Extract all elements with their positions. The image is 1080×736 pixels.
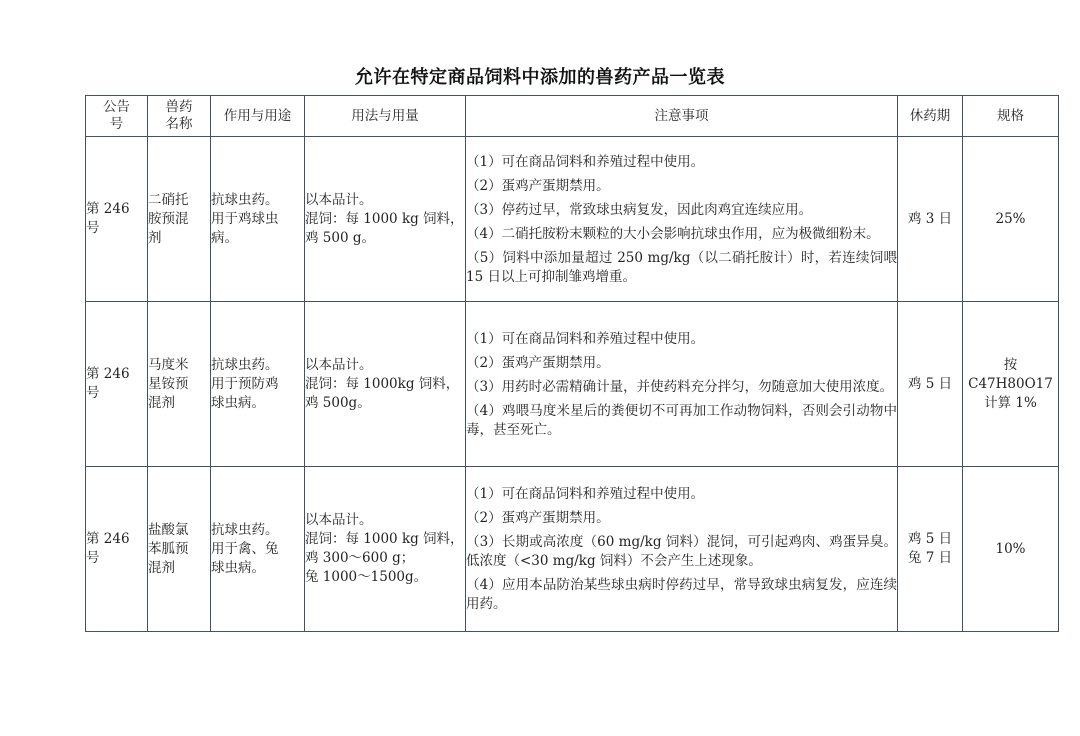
table-row [86, 302, 1059, 467]
drug-name-cell: 二硝托 胺预混 剂 [148, 137, 211, 302]
note-item: （5）饲料中添加量超过 250 mg/kg（以二硝托胺计）时，若连续饲喂 15 日以上可抑制雏鸡增重。 [466, 249, 897, 285]
dosage-cell: 以本品计。 混饲：每 1000 kg 饲料， 鸡 500 g。 [305, 137, 466, 302]
note-item: （2）蛋鸡产蛋期禁用。 [466, 510, 610, 526]
announcement-cell: 第 246 号 [86, 467, 148, 632]
notes-cell [466, 302, 898, 467]
note-item: （3）长期或高浓度（60 mg/kg 饲料）混饲，可引起鸡肉、鸡蛋异臭。低浓度（<30 mg/kg 饲料）不会产生上述现象。 [466, 534, 897, 569]
spec-cell: 25% [963, 137, 1059, 302]
note-item: （4）二硝托胺粉末颗粒的大小会影响抗球虫作用，应为极微细粉末。 [466, 225, 880, 242]
withdrawal-cell: 鸡 3 日 [898, 137, 963, 302]
announcement-cell: 第 246 号 [86, 302, 148, 467]
use-cell: 抗球虫药。 用于鸡球虫 病。 [211, 137, 305, 302]
page-title: 允许在特定商品饲料中添加的兽药产品一览表 [355, 67, 725, 88]
withdrawal-cell: 鸡 5 日 兔 7 日 [898, 467, 963, 632]
note-item: （3）停药过早，常致球虫病复发，因此肉鸡宜连续应用。 [466, 201, 813, 218]
withdrawal-cell: 鸡 5 日 [898, 302, 963, 467]
note-item: （2）蛋鸡产蛋期禁用。 [466, 177, 610, 194]
header-spec: 规格 [963, 96, 1059, 137]
notes-cell [466, 467, 898, 632]
notes-cell [466, 137, 898, 302]
note-item: （1）可在商品饲料和养殖过程中使用。 [466, 330, 705, 347]
header-dosage: 用法与用量 [305, 96, 466, 137]
drug-table [85, 95, 1059, 632]
note-item: （1）可在商品饲料和养殖过程中使用。 [466, 486, 705, 502]
note-item: （4）鸡喂马度米星后的粪便切不可再加工作动物饲料，否则会引动物中毒，甚至死亡。 [466, 402, 897, 438]
note-item: （2）蛋鸡产蛋期禁用。 [466, 354, 610, 371]
announcement-cell: 第 246 号 [86, 137, 148, 302]
use-cell: 抗球虫药。 用于预防鸡 球虫病。 [211, 302, 305, 467]
dosage-cell: 以本品计。 混饲：每 1000kg 饲料， 鸡 500g。 [305, 302, 466, 467]
header-use: 作用与用途 [211, 96, 305, 137]
header-notes: 注意事项 [466, 96, 898, 137]
drug-name-cell: 盐酸氯 苯胍预 混剂 [148, 467, 211, 632]
note-item: （4）应用本品防治某些球虫病时停药过早，常导致球虫病复发，应连续用药。 [466, 577, 897, 612]
use-cell: 抗球虫药。 用于禽、兔 球虫病。 [211, 467, 305, 632]
header-announcement: 公告 号 [86, 96, 148, 137]
header-withdrawal: 休药期 [898, 96, 963, 137]
spec-cell: 按 C47H80O17 计算 1% [963, 302, 1059, 467]
note-item: （1）可在商品饲料和养殖过程中使用。 [466, 153, 705, 170]
table-row [86, 467, 1059, 632]
table-header-row [86, 96, 1059, 137]
dosage-cell: 以本品计。 混饲：每 1000 kg 饲料， 鸡 300～600 g； 兔 1000～1500g。 [305, 467, 466, 632]
table-row [86, 137, 1059, 302]
header-drug-name: 兽药 名称 [148, 96, 211, 137]
drug-name-cell: 马度米 星铵预 混剂 [148, 302, 211, 467]
note-item: （3）用药时必需精确计量，并使药料充分拌匀，勿随意加大使用浓度。 [466, 378, 894, 395]
spec-cell: 10% [963, 467, 1059, 632]
